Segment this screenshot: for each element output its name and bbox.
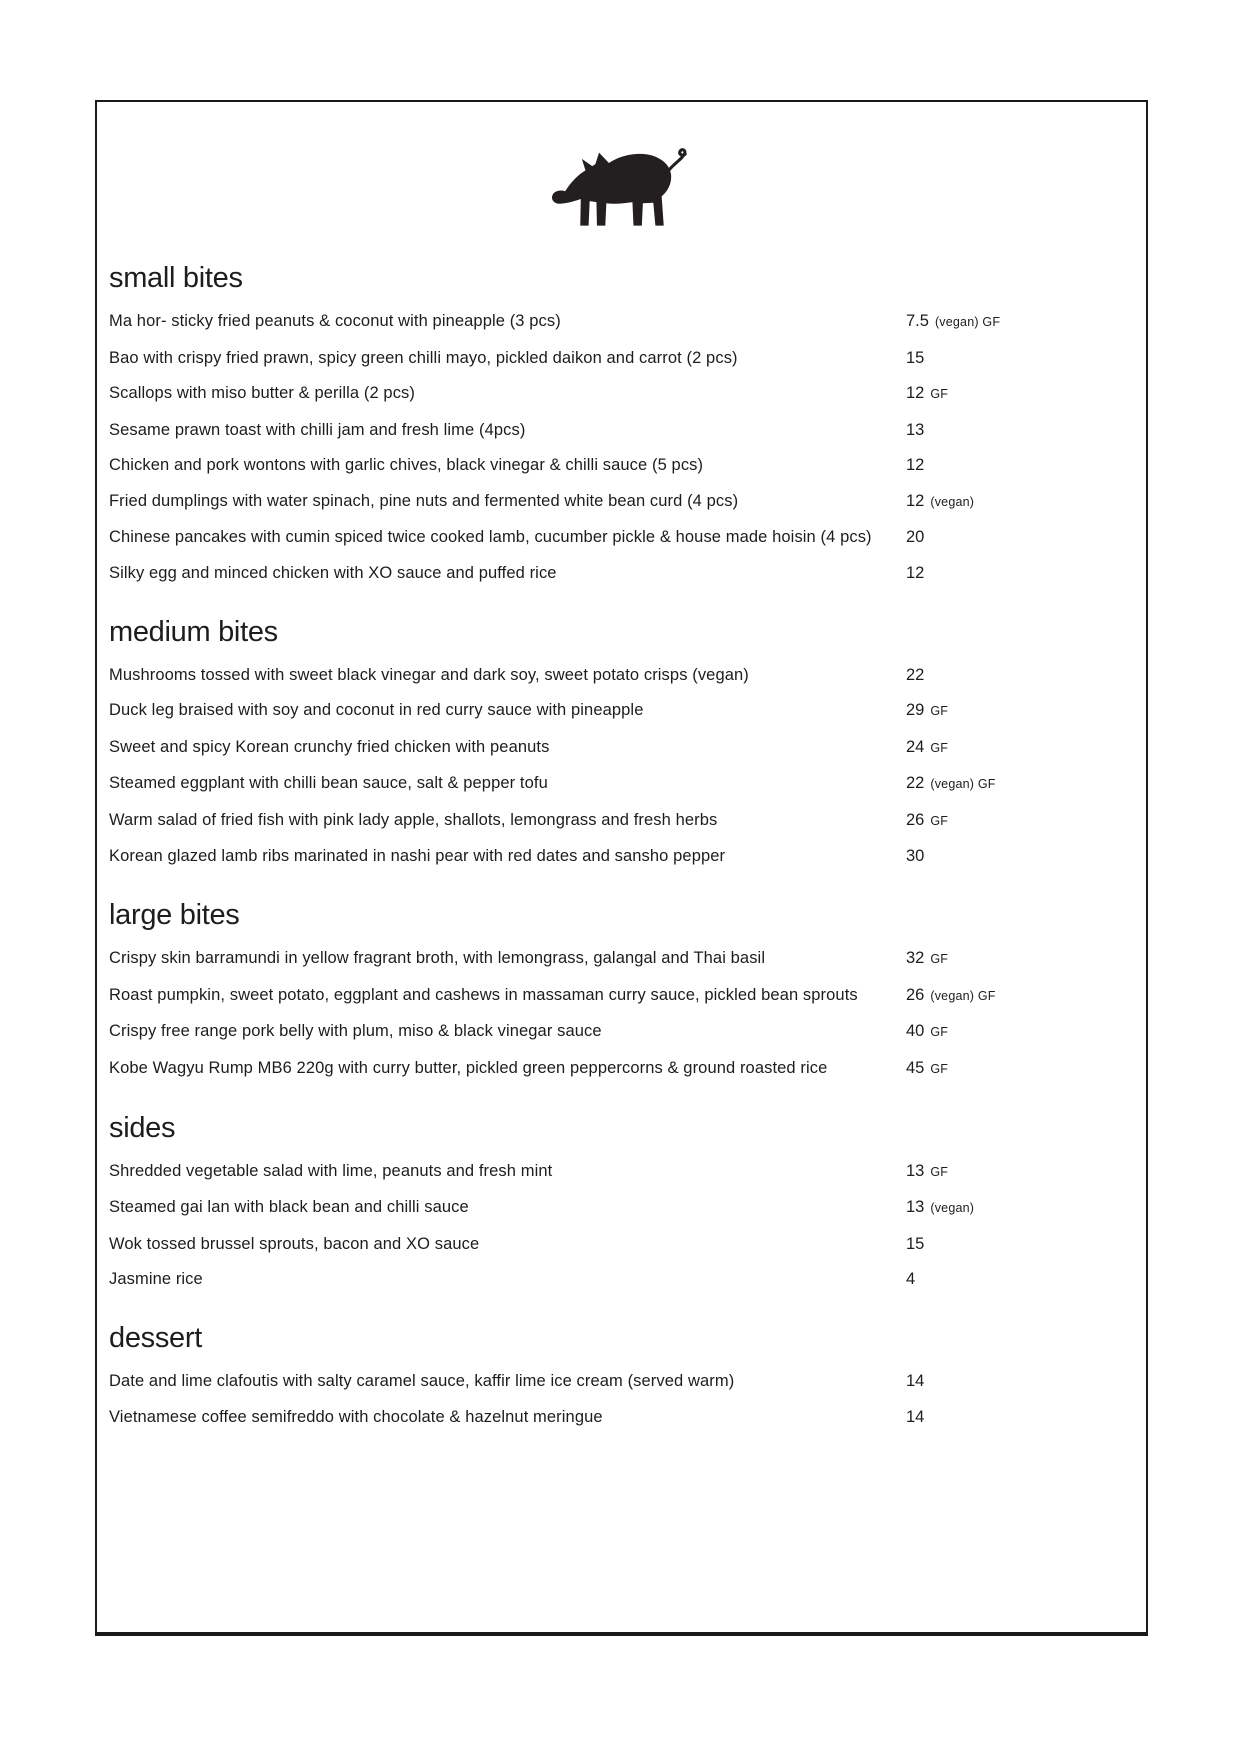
menu-item-row [109,773,1134,794]
menu-item-row [109,491,1134,512]
item-name: Fried dumplings with water spinach, pine nuts and fermented white bean curd (4 pcs) [109,491,739,510]
section-title: medium bites [109,615,278,648]
item-name: Ma hor- sticky fried peanuts & coconut with pineapple (3 pcs) [109,312,561,330]
item-price [906,311,1134,332]
menu-item-row [109,1371,1134,1391]
menu-item-row [109,1407,1134,1427]
menu-item-row [109,420,1134,440]
item-price [906,420,1134,440]
menu-item-row [109,383,1134,404]
item-price [906,383,1134,404]
item-price [906,348,1134,368]
menu-section [109,1321,1134,1427]
menu-item-row [109,846,1134,866]
price-value: 12 [906,491,925,510]
dietary-tags: GF [930,813,949,828]
price-value: 32 [906,949,925,967]
price-value: 26 [906,985,925,1004]
price-value: 13 [906,1198,925,1216]
price-value: 14 [906,1407,925,1426]
section-title: sides [109,1111,176,1144]
item-name: Date and lime clafoutis with salty caramel sauce, kaffir lime ice cream (served warm) [109,1372,735,1390]
dietary-tags: (vegan) [930,494,975,509]
item-price [906,1371,1134,1391]
price-value: 4 [906,1270,916,1288]
price-value: 22 [906,665,925,684]
item-price [906,985,1134,1006]
item-name: Bao with crispy fried prawn, spicy green chilli mayo, pickled daikon and carrot (2 pcs) [109,348,738,367]
dietary-tags: (vegan) GF [930,777,996,791]
item-price [906,700,1134,721]
item-name: Sweet and spicy Korean crunchy fried chicken with peanuts [109,737,550,756]
item-name: Jasmine rice [109,1270,203,1288]
price-value: 12 [906,563,925,582]
price-value: 13 [906,1161,925,1180]
item-price [906,455,1134,475]
item-price [906,527,1134,547]
item-name: Crispy skin barramundi in yellow fragrant broth, with lemongrass, galangal and Thai basil [109,949,766,967]
price-value: 7.5 [906,312,929,330]
dietary-tags: GF [930,1061,949,1076]
price-value: 24 [906,737,925,756]
menu-item-row [109,1058,1134,1079]
price-value: 12 [906,456,925,474]
item-price [906,737,1134,758]
menu-item-row [109,311,1134,332]
item-name: Kobe Wagyu Rump MB6 220g with curry butter, pickled green peppercorns & ground roasted rice [109,1058,828,1077]
price-value: 40 [906,1022,925,1040]
menu-item-row [109,665,1134,685]
menu-item-row [109,563,1134,583]
dietary-tags: (vegan) GF [934,315,1001,329]
item-price [906,563,1134,583]
menu-item-row [109,948,1134,969]
item-price [906,773,1134,794]
price-value: 14 [906,1372,925,1390]
item-name: Duck leg braised with soy and coconut in red curry sauce with pineapple [109,701,644,719]
item-price [906,1161,1134,1182]
item-name: Steamed eggplant with chilli bean sauce, salt & pepper tofu [109,774,548,792]
pig-silhouette-icon [546,138,698,234]
menu-section [109,615,1134,867]
item-name: Mushrooms tossed with sweet black vinegar and dark soy, sweet potato crisps (vegan) [109,665,749,684]
item-name: Chinese pancakes with cumin spiced twice cooked lamb, cucumber pickle & house made hoisin (4 pcs) [109,528,872,546]
dietary-tags: GF [930,740,949,755]
menu-item-row [109,1197,1134,1218]
item-name: Crispy free range pork belly with plum, miso & black vinegar sauce [109,1022,602,1040]
menu-item-row [109,1269,1134,1289]
item-name: Scallops with miso butter & perilla (2 pcs) [109,384,415,402]
menu-section [109,261,1134,583]
section-title: small bites [109,262,243,294]
item-name: Warm salad of fried fish with pink lady apple, shallots, lemongrass and fresh herbs [109,810,718,829]
price-value: 29 [906,701,925,719]
menu-border-frame [95,100,1148,1636]
menu-item-row [109,810,1134,831]
dietary-tags: GF [930,952,949,966]
section-title: large bites [109,899,240,931]
item-name: Roast pumpkin, sweet potato, eggplant and cashews in massaman curry sauce, pickled bean sprouts [109,985,858,1004]
price-value: 22 [906,774,925,792]
price-value: 26 [906,810,925,829]
dietary-tags: GF [930,1164,949,1179]
item-name: Vietnamese coffee semifreddo with chocolate & hazelnut meringue [109,1407,603,1426]
item-price [906,665,1134,685]
menu-item-row [109,455,1134,475]
menu-item-row [109,348,1134,368]
price-value: 20 [906,528,925,546]
menu-item-row [109,1234,1134,1254]
dietary-tags: GF [930,1025,949,1039]
price-value: 12 [906,384,925,402]
item-name: Chicken and pork wontons with garlic chives, black vinegar & chilli sauce (5 pcs) [109,456,704,474]
item-price [906,1058,1134,1079]
menu-section [109,898,1134,1079]
item-price [906,948,1134,969]
dietary-tags: (vegan) GF [930,988,996,1003]
restaurant-logo [109,138,1134,234]
item-price [906,1407,1134,1427]
item-name: Shredded vegetable salad with lime, peanuts and fresh mint [109,1161,553,1180]
item-price [906,1197,1134,1218]
menu-section [109,1111,1134,1290]
dietary-tags: (vegan) [930,1201,975,1215]
menu-item-row [109,1161,1134,1182]
item-price [906,846,1134,866]
item-price [906,810,1134,831]
dietary-tags: GF [930,387,949,401]
item-price [906,491,1134,512]
price-value: 13 [906,420,925,439]
price-value: 15 [906,1234,925,1253]
item-name: Silky egg and minced chicken with XO sauce and puffed rice [109,563,557,582]
price-value: 45 [906,1058,925,1077]
menu-sections [109,261,1134,1427]
item-price [906,1269,1134,1289]
menu-item-row [109,985,1134,1006]
menu-item-row [109,527,1134,547]
section-title: dessert [109,1322,202,1354]
item-name: Steamed gai lan with black bean and chilli sauce [109,1198,469,1216]
item-price [906,1234,1134,1254]
price-value: 30 [906,847,925,865]
dietary-tags: GF [930,704,949,718]
item-name: Wok tossed brussel sprouts, bacon and XO sauce [109,1234,480,1253]
item-name: Sesame prawn toast with chilli jam and fresh lime (4pcs) [109,420,526,439]
menu-item-row [109,700,1134,721]
price-value: 15 [906,348,925,367]
menu-item-row [109,1021,1134,1042]
item-price [906,1021,1134,1042]
item-name: Korean glazed lamb ribs marinated in nashi pear with red dates and sansho pepper [109,847,726,865]
menu-item-row [109,737,1134,758]
